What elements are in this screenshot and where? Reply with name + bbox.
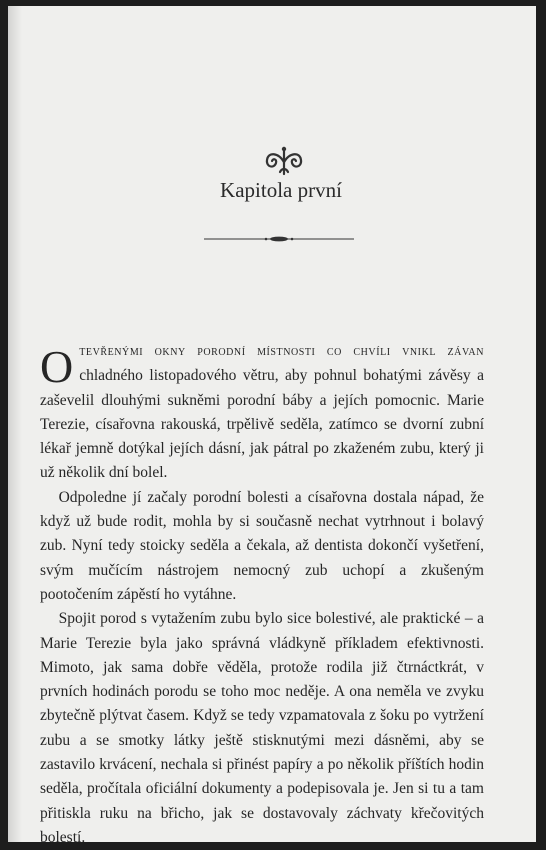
lead-in-smallcaps: tevřenými okny porodní místnosti co chvíli vnikl závan — [79, 344, 484, 359]
title-rule-divider — [204, 234, 354, 244]
page-edge-shadow — [8, 6, 22, 842]
paragraph-2: Odpoledne jí začaly porodní bolesti a císařovna dostala nápad, že když už bude rodit, mohla by si současně nechat vytrhnout i bolavý zub. Nyní tedy stoicky seděla a čekala, až dentista dokončí vyšetření, svým mučícím nástrojem nemocný zub uchopí a zkušeným pootočením zápěstí ho vytáhne. — [40, 488, 484, 603]
book-page — [8, 6, 536, 846]
fleuron-ornament-icon — [258, 144, 310, 178]
paragraph-3: Spojit porod s vytažením zubu bylo sice bolestivé, ale praktické – a Marie Terezie byla jako správná vládkyně příkladem efektivnosti. Mimoto, jak sama dobře věděla, protože rodila již čtrnáctkrát, v prvních hodinách porodu se toho moc neděje. A ona neměla ve zvyku zbytečně plýtvat časem. Když se tedy vzpamatovala z šoku po vytržení zubu a se smotky látky ještě stisknutými mezi dásněmi, aby se zastavilo krvácení, nechala si přinést papíry a po několik příštích hodin seděla, pročítala oficiální dokumenty a podepisovala je. Jen si tu a tam přitiskla ruku na břicho, jak se dostavovaly záchvaty křečovitých bolestí. — [40, 610, 484, 846]
paragraph-1-text: chladného listopadového větru, aby pohnul bohatými závěsy a zaševelil dlouhými sukněmi porodní báby a jejích pomocnic. Marie Terezie, císařovna rakouská, trpělivě seděla, zatímco se dvorní zubní lékař jemně dotýkal jejích dásní, jak pátral po zkaženém zubu, který ji už několik dní bolel. — [40, 367, 484, 482]
chapter-title: Kapitola první — [220, 178, 342, 202]
chapter-body — [40, 339, 484, 850]
drop-cap: O — [40, 341, 74, 392]
paragraph-1 — [40, 339, 484, 486]
